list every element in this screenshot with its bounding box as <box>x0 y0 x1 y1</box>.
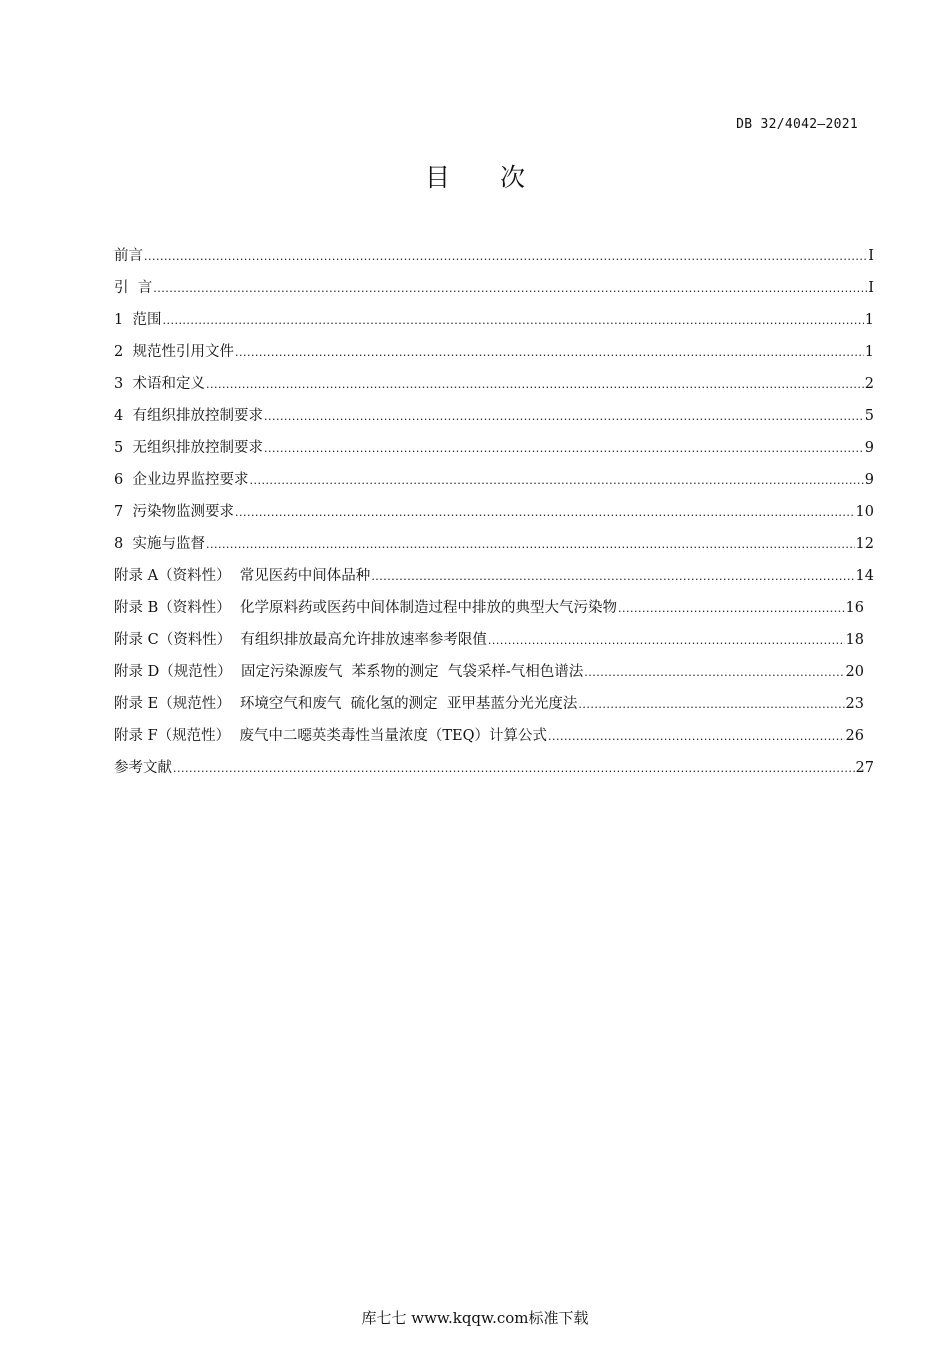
dot-leader <box>173 762 855 775</box>
toc-entry-page: 9 <box>864 472 874 488</box>
toc-entry-label: 5 无组织排放控制要求 <box>114 440 263 456</box>
dot-leader <box>584 666 844 679</box>
toc-entry-page: 1 <box>864 344 874 360</box>
toc-entry-appendix-e[interactable] <box>114 692 874 724</box>
toc-entry-label: 参考文献 <box>114 760 172 776</box>
toc-entry-page: I <box>868 248 874 264</box>
toc-entry-boundary-monitoring[interactable] <box>114 468 874 500</box>
toc-entry-label: 引 言 <box>114 280 153 296</box>
toc-entry-implementation[interactable] <box>114 532 874 564</box>
document-code: DB 32/4042—2021 <box>736 117 858 132</box>
toc-entry-page: 1 <box>864 312 874 328</box>
dot-leader <box>264 410 864 423</box>
toc-entry-page: 18 <box>845 632 864 648</box>
toc-entry-label: 前言 <box>114 248 143 264</box>
table-of-contents <box>114 244 874 788</box>
dot-leader <box>618 602 845 615</box>
toc-entry-label: 8 实施与监督 <box>114 536 205 552</box>
toc-entry-appendix-d[interactable] <box>114 660 874 692</box>
toc-entry-label: 3 术语和定义 <box>114 376 205 392</box>
dot-leader <box>206 538 855 551</box>
toc-entry-page: 2 <box>864 376 874 392</box>
toc-entry-appendix-b[interactable] <box>114 596 874 628</box>
dot-leader <box>578 698 844 711</box>
toc-entry-label: 7 污染物监测要求 <box>114 504 234 520</box>
dot-leader <box>371 570 854 583</box>
toc-entry-page: 12 <box>855 536 874 552</box>
toc-entry-label: 附录 E（规范性） 环境空气和废气 硫化氢的测定 亚甲基蓝分光光度法 <box>114 696 578 712</box>
toc-entry-unorganized-emission[interactable] <box>114 436 874 468</box>
toc-entry-foreword[interactable] <box>114 244 874 276</box>
toc-entry-label: 附录 F（规范性） 废气中二噁英类毒性当量浓度（TEQ）计算公式 <box>114 728 548 744</box>
toc-entry-page: 16 <box>845 600 864 616</box>
toc-entry-page: 9 <box>864 440 874 456</box>
dot-leader <box>162 314 863 327</box>
footer-watermark: 库七七 www.kqqw.com标准下载 <box>361 1309 589 1327</box>
toc-entry-page: 26 <box>845 728 864 744</box>
page-title: 目 次 <box>424 163 525 192</box>
toc-entry-normative-references[interactable] <box>114 340 874 372</box>
toc-entry-page: 27 <box>855 760 874 776</box>
toc-entry-label: 4 有组织排放控制要求 <box>114 408 263 424</box>
toc-entry-pollutant-monitoring[interactable] <box>114 500 874 532</box>
toc-entry-label: 附录 B（资料性） 化学原料药或医药中间体制造过程中排放的典型大气污染物 <box>114 600 617 616</box>
dot-leader <box>264 442 864 455</box>
toc-entry-page: 5 <box>864 408 874 424</box>
toc-entry-label: 附录 C（资料性） 有组织排放最高允许排放速率参考限值 <box>114 632 487 648</box>
dot-leader <box>153 282 867 295</box>
toc-entry-label: 6 企业边界监控要求 <box>114 472 249 488</box>
toc-entry-appendix-c[interactable] <box>114 628 874 660</box>
dot-leader <box>235 346 864 359</box>
dot-leader <box>488 634 845 647</box>
toc-entry-appendix-a[interactable] <box>114 564 874 596</box>
toc-entry-page: 10 <box>855 504 874 520</box>
toc-entry-label: 附录 D（规范性） 固定污染源废气 苯系物的测定 气袋采样-气相色谱法 <box>114 664 584 680</box>
toc-entry-appendix-f[interactable] <box>114 724 874 756</box>
toc-entry-page: 23 <box>845 696 864 712</box>
toc-entry-label: 附录 A（资料性） 常见医药中间体品种 <box>114 568 371 584</box>
dot-leader <box>249 474 863 487</box>
toc-entry-page: 20 <box>845 664 864 680</box>
dot-leader <box>235 506 855 519</box>
toc-entry-bibliography[interactable] <box>114 756 874 788</box>
toc-entry-page: 14 <box>855 568 874 584</box>
toc-entry-label: 2 规范性引用文件 <box>114 344 234 360</box>
dot-leader <box>548 730 845 743</box>
toc-entry-terms-definitions[interactable] <box>114 372 874 404</box>
toc-entry-label: 1 范围 <box>114 312 162 328</box>
dot-leader <box>206 378 864 391</box>
toc-entry-scope[interactable] <box>114 308 874 340</box>
toc-entry-organized-emission[interactable] <box>114 404 874 436</box>
toc-entry-introduction[interactable] <box>114 276 874 308</box>
toc-entry-page: I <box>868 280 874 296</box>
dot-leader <box>144 250 867 263</box>
